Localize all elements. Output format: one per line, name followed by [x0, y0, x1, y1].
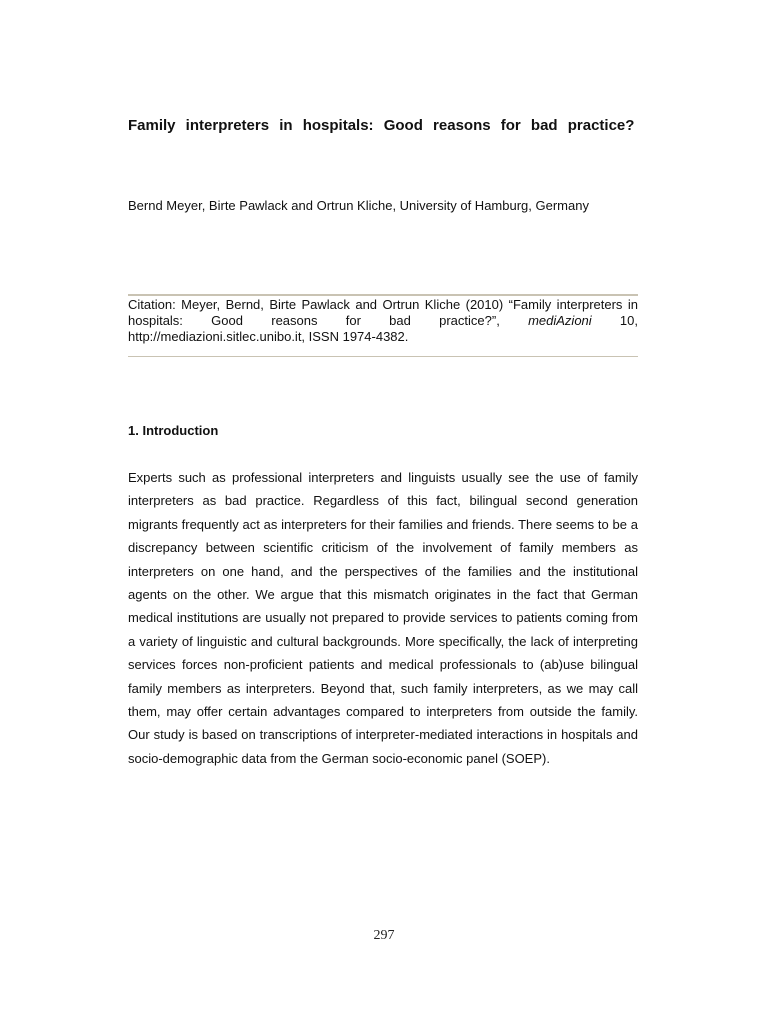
citation-block [128, 297, 638, 345]
introduction-paragraph: Experts such as professional interpreters and linguists usually see the use of family interpreters as bad practice. Regardless of this fact, bilingual second generation migrants frequently act as interpreters for their families and friends. There seems to be a discrepancy between scientific criticism of the involvement of family members as interpreters on one hand, and the perspectives of the families and the institutional agents on the other. We argue that this mismatch originates in the fact that German medical institutions are usually not prepared to provide services to patients coming from a variety of linguistic and cultural backgrounds. More specifically, the lack of interpreting services forces non-proficient patients and medical professionals to (ab)use bilingual family members as interpreters. Beyond that, such family interpreters, as we may call them, may offer certain advantages compared to interpreters from outside the family. Our study is based on transcriptions of interpreter-mediated interactions in hospitals and socio-demographic data from the German socio-economic panel (SOEP). [128, 470, 638, 766]
section-heading: 1. Introduction [128, 423, 219, 438]
article-authors: Bernd Meyer, Birte Pawlack and Ortrun Kliche, University of Hamburg, Germany [128, 198, 589, 213]
page-number: 297 [373, 928, 395, 943]
citation-journal: mediAzioni [528, 313, 592, 328]
citation-suffix: 10, http://mediazioni.sitlec.unibo.it, ISSN 1974-4382. [128, 313, 639, 344]
article-title: Family interpreters in hospitals: Good reasons for bad practice? [128, 117, 635, 134]
citation-prefix: Citation: Meyer, Bernd, Birte Pawlack and Ortrun Kliche (2010) “Family interpreters in hospitals: Good reasons for bad practice?”, [128, 297, 638, 328]
citation-top-rule [128, 294, 638, 296]
citation-bottom-rule [128, 356, 638, 357]
